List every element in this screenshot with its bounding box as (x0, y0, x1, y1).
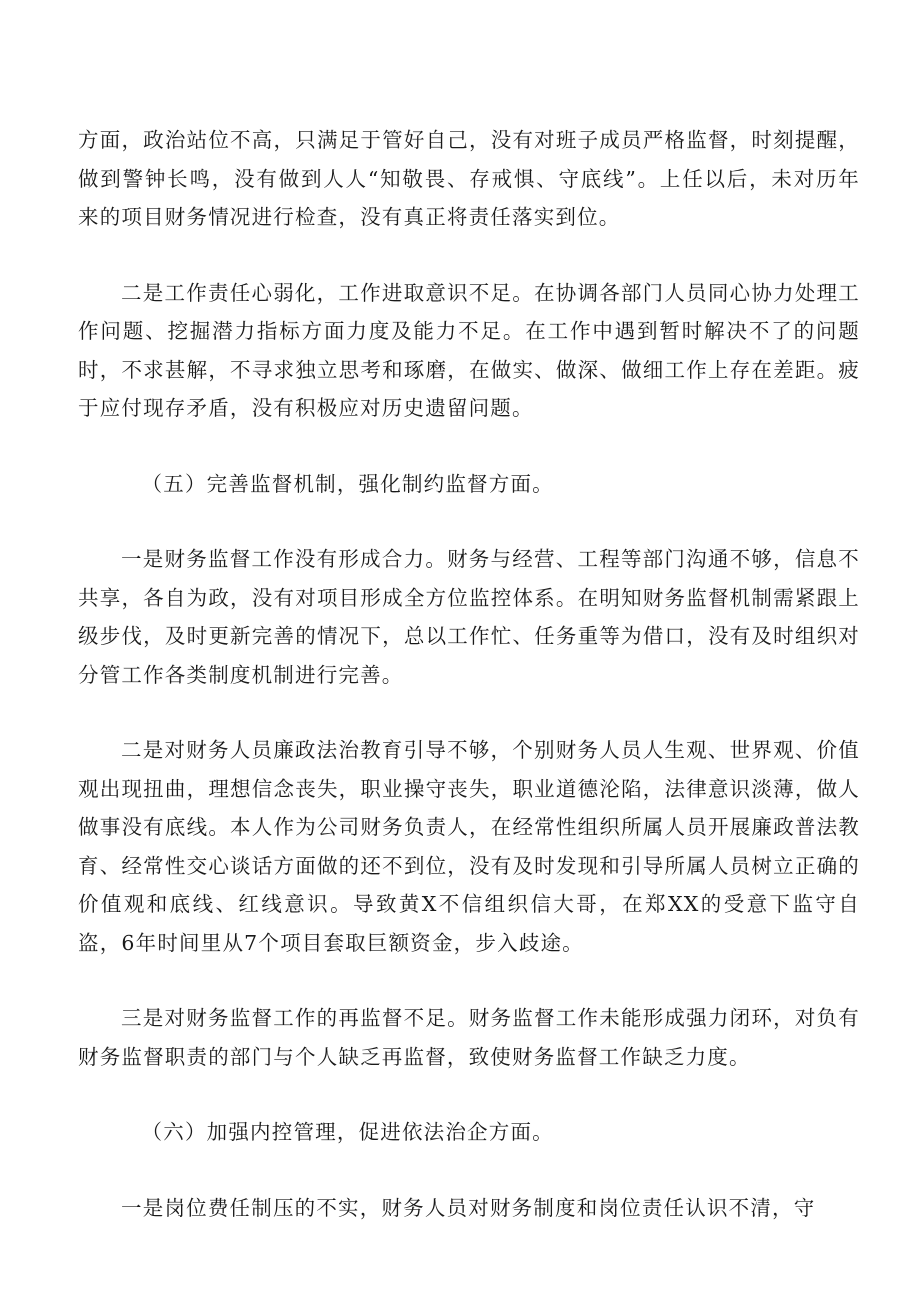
paragraph-re-supervision: 三是对财务监督工作的再监督不足。财务监督工作未能形成强力闭环，对负有财务监督职责的部门与个人缺乏再监督，致使财务监督工作缺乏力度。 (78, 1006, 860, 1069)
paragraph-continuation: 方面，政治站位不高，只满足于管好自己，没有对班子成员严格监督，时刻提醒，做到警钟长鸣，没有做到人人“知敬畏、存戒惧、守底线”。上任以后，未对历年来的项目财务情况进行检查，没有真正将责任落实到位。 (78, 128, 860, 229)
paragraph-work-responsibility: 二是工作责任心弱化，工作进取意识不足。在协调各部门人员同心协力处理工作问题、挖掘潜力指标方面力度及能力不足。在工作中遇到暂时解决不了的问题时，不求甚解，不寻求独立思考和琢磨，在做实、做深、做细工作上存在差距。疲于应付现存矛盾，没有积极应对历史遗留问题。 (78, 280, 860, 420)
section-heading-six: （六）加强内控管理，促进依法治企方面。 (141, 1120, 554, 1144)
section-heading-five: （五）完善监督机制，强化制约监督方面。 (141, 471, 554, 496)
document-body (78, 121, 860, 1227)
paragraph-integrity-education: 二是对财务人员廉政法治教育引导不够，个别财务人员人生观、世界观、价值观出现扭曲，理想信念丧失，职业操守丧失，职业道德沦陷，法律意识淡薄，做人做事没有底线。本人作为公司财务负责人，在经常性组织所属人员开展廉政普法教育、经常性交心谈话方面做的还不到位，没有及时发现和引导所属人员树立正确的价值观和底线、红线意识。导致黄X不信组织信大哥，在郑XX的受意下监守自盗，6年时间里从7个项目套取巨额资金，步入歧途。 (78, 738, 860, 955)
paragraph-supervision-synergy: 一是财务监督工作没有形成合力。财务与经营、工程等部门沟通不够，信息不共享，各自为政，没有对项目形成全方位监控体系。在明知财务监督机制需紧跟上级步伐，及时更新完善的情况下，总以工作忙、任务重等为借口，没有及时组织对分管工作各类制度机制进行完善。 (78, 547, 860, 687)
paragraph-post-responsibility: 一是岗位费任制压的不实，财务人员对财务制度和岗位责任认识不清，守 (121, 1195, 816, 1220)
